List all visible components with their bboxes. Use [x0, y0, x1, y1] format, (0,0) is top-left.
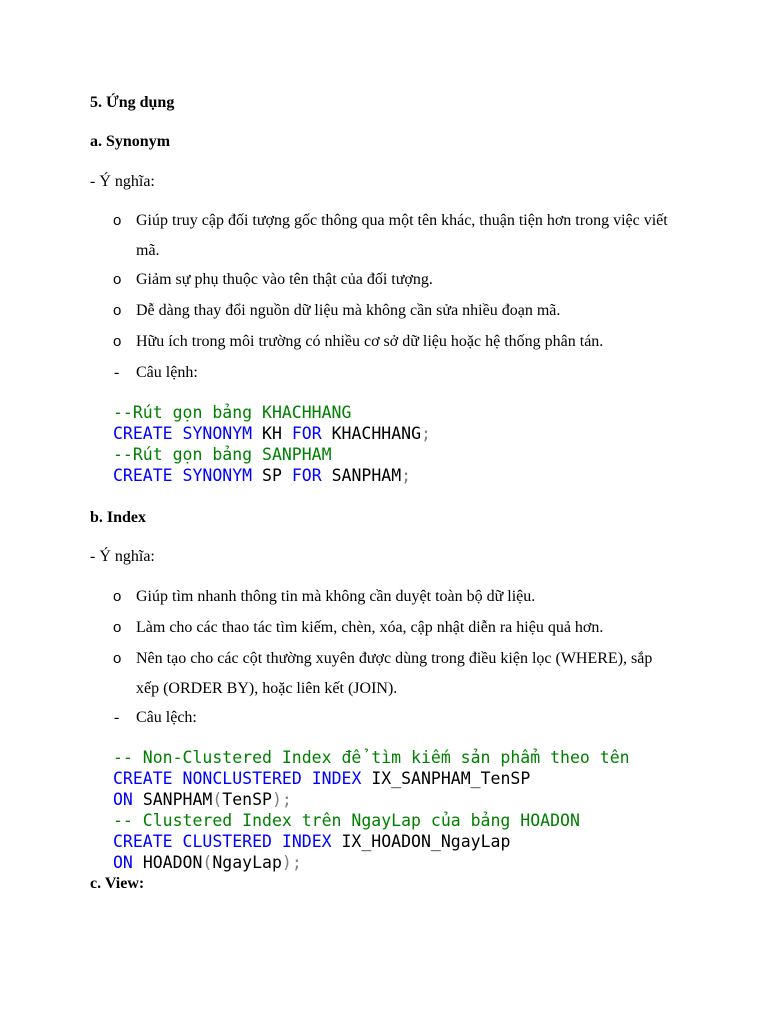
- index-bullet-3: Nên tạo cho các cột thường xuyên được dùng trong điều kiện lọc (WHERE), sắp: [136, 650, 653, 667]
- code-line: [113, 810, 630, 831]
- code-line: [113, 768, 630, 789]
- code-punctuation: );: [281, 853, 302, 872]
- bullet-marker: o: [113, 212, 122, 229]
- bullet-marker: o: [113, 302, 122, 319]
- bullet-marker: o: [113, 588, 122, 605]
- code-identifier: SANPHAM: [331, 466, 402, 485]
- code-keyword: INDEX: [281, 832, 332, 851]
- code-line: [113, 852, 630, 873]
- code-comment: --Rút gọn bảng SANPHAM: [113, 445, 332, 464]
- synonym-bullet-4: Hữu ích trong môi trường có nhiều cơ sở dữ liệu hoặc hệ thống phân tán.: [136, 333, 604, 350]
- code-keyword: CREATE: [113, 832, 173, 851]
- code-line: [113, 789, 630, 810]
- bullet-marker: o: [113, 650, 122, 667]
- synonym-code-block: [113, 402, 431, 486]
- code-keyword: ON: [113, 853, 133, 872]
- code-keyword: SYNONYM: [182, 466, 253, 485]
- code-line: [113, 423, 431, 444]
- code-line: [113, 444, 431, 465]
- code-line: [113, 402, 431, 423]
- index-bullet-2: Làm cho các thao tác tìm kiếm, chèn, xóa, cập nhật diễn ra hiệu quả hơn.: [136, 619, 604, 636]
- synonym-command-label: Câu lệnh:: [136, 364, 198, 381]
- code-identifier: SANPHAM: [142, 790, 213, 809]
- index-command-label: Câu lệch:: [136, 709, 197, 726]
- synonym-bullet-3: Dễ dàng thay đổi nguồn dữ liệu mà không cần sửa nhiều đoạn mã.: [136, 302, 561, 319]
- bullet-marker: o: [113, 271, 122, 288]
- code-comment: -- Non-Clustered Index để tìm kiếm sản phẩm theo tên: [113, 748, 630, 767]
- code-keyword: SYNONYM: [182, 424, 253, 443]
- code-keyword: CLUSTERED: [182, 832, 272, 851]
- code-comment: -- Clustered Index trên NgayLap của bảng HOADON: [113, 811, 580, 830]
- synonym-title: a. Synonym: [90, 133, 171, 150]
- synonym-meaning-label: - Ý nghĩa:: [90, 173, 155, 190]
- code-keyword: NONCLUSTERED: [182, 769, 302, 788]
- code-identifier: SP: [262, 466, 282, 485]
- view-title: c. View:: [90, 875, 145, 892]
- code-identifier: TenSP: [222, 790, 272, 809]
- code-keyword: ON: [113, 790, 133, 809]
- section-title: 5. Ứng dụng: [90, 94, 175, 111]
- code-punctuation: (: [212, 790, 223, 809]
- code-keyword: CREATE: [113, 424, 173, 443]
- index-title: b. Index: [90, 509, 147, 526]
- code-punctuation: ;: [421, 424, 431, 443]
- command-dash: -: [114, 364, 120, 381]
- code-punctuation: (: [202, 853, 213, 872]
- code-identifier: KH: [262, 424, 282, 443]
- synonym-bullet-2: Giảm sự phụ thuộc vào tên thật của đối tượng.: [136, 271, 433, 288]
- code-identifier: IX_HOADON_NgayLap: [341, 832, 511, 851]
- index-bullet-1: Giúp tìm nhanh thông tin mà không cần duyệt toàn bộ dữ liệu.: [136, 588, 536, 605]
- code-identifier: IX_SANPHAM_TenSP: [371, 769, 531, 788]
- code-punctuation: ;: [401, 466, 412, 485]
- code-line: [113, 831, 630, 852]
- code-keyword: CREATE: [113, 769, 173, 788]
- code-keyword: FOR: [291, 466, 322, 485]
- bullet-marker: o: [113, 619, 122, 636]
- code-comment: --Rút gọn bảng KHACHHANG: [113, 403, 352, 422]
- index-code-block: [113, 747, 630, 873]
- synonym-bullet-1-cont: mã.: [136, 242, 160, 259]
- code-line: [113, 747, 630, 768]
- code-keyword: CREATE: [113, 466, 173, 485]
- code-keyword: INDEX: [311, 769, 362, 788]
- synonym-bullet-1: Giúp truy cập đối tượng gốc thông qua một tên khác, thuận tiện hơn trong việc viết: [136, 212, 668, 229]
- bullet-marker: o: [113, 333, 122, 350]
- code-identifier: NgayLap: [212, 853, 282, 872]
- command-dash: -: [114, 709, 120, 726]
- code-identifier: HOADON: [142, 853, 203, 872]
- code-identifier: KHACHHANG: [331, 424, 421, 443]
- index-bullet-3-cont: xếp (ORDER BY), hoặc liên kết (JOIN).: [136, 680, 398, 697]
- code-punctuation: );: [271, 790, 292, 809]
- code-keyword: FOR: [291, 424, 322, 443]
- code-line: [113, 465, 431, 486]
- index-meaning-label: - Ý nghĩa:: [90, 548, 155, 565]
